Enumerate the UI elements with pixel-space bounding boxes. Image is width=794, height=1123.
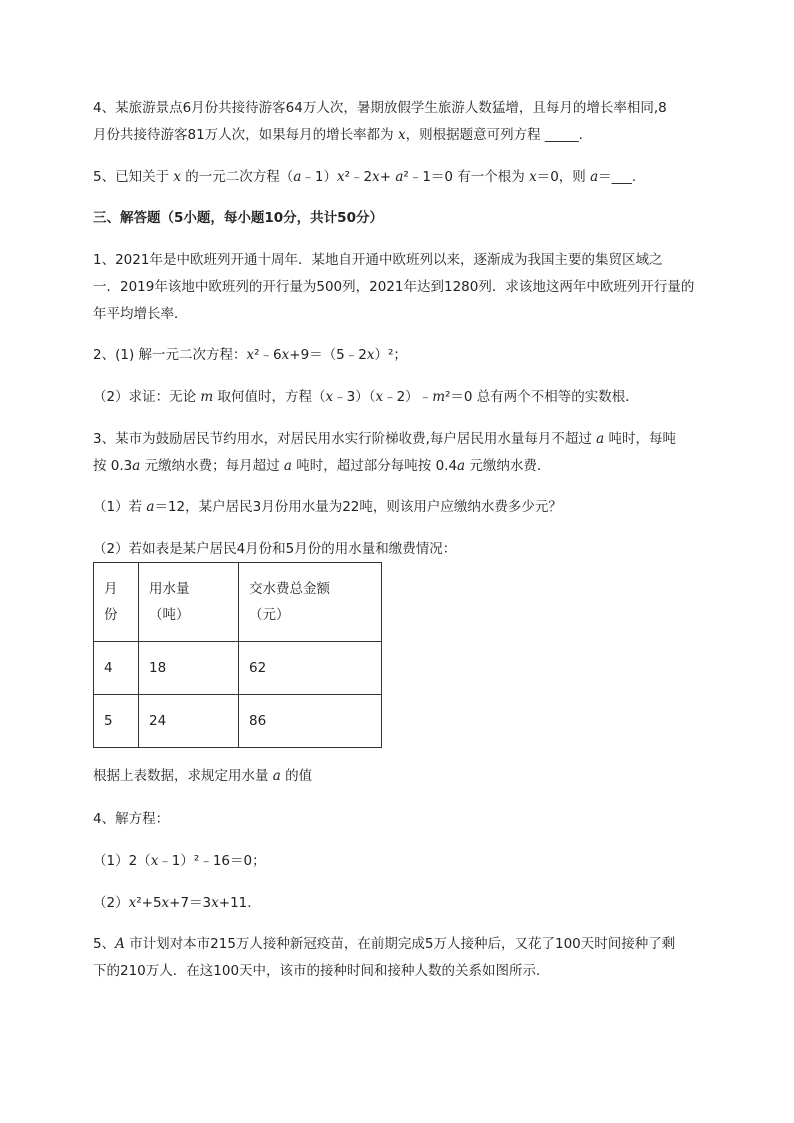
- solve-question-3-line-2: 按 0.3a 元缴纳水费；每月超过 a 吨时，超过部分每吨按 0.4a 元缴纳水费．: [93, 458, 551, 474]
- solve-question-3-line-1: 3、某市为鼓励居民节约用水，对居民用水实行阶梯收费,每户居民用水量每月不超过 a 吨时，每吨: [93, 431, 677, 447]
- header-usage: 用水量 （吨）: [139, 563, 239, 642]
- solve-question-4-eq-1: （1）2（x﹣1）²﹣16＝0；: [93, 853, 266, 869]
- solve-question-5-line-1: 5、A 市计划对本市215万人接种新冠疫苗，在前期完成5万人接种后，又花了100天时间接种了剩: [93, 936, 676, 952]
- cell-usage: 18: [139, 642, 239, 695]
- header-month: 月 份: [94, 563, 139, 642]
- solve-question-1-line-1: 1、2021年是中欧班列开通十周年．某地自开通中欧班列以来，逐渐成为我国主要的集贸区域之: [93, 252, 663, 268]
- solve-question-3-sub-1: （1）若 a＝12，某户居民3月份用水量为22吨，则该用户应缴纳水费多少元？: [93, 499, 562, 515]
- table-row: [94, 695, 382, 748]
- header-fee: 交水费总金额 （元）: [239, 563, 382, 642]
- cell-fee: 62: [239, 642, 382, 695]
- solve-question-1-line-2: 一．2019年该地中欧班列的开行量为500列，2021年达到1280列．求该地这两年中欧班列开行量的: [93, 279, 695, 295]
- solve-question-2-part-1: 2、(1) 解一元二次方程：x²﹣6x+9＝（5﹣2x）²；: [93, 347, 407, 363]
- cell-fee: 86: [239, 695, 382, 748]
- fill-question-4-line-2: 月份共接待游客81万人次，如果每月的增长率都为 x，则根据题意可列方程 _____.: [93, 127, 583, 143]
- water-fee-table: [93, 562, 382, 748]
- cell-month: 5: [94, 695, 139, 748]
- solve-question-5-line-2: 下的210万人．在这100天中，该市的接种时间和接种人数的关系如图所示．: [93, 963, 550, 979]
- cell-month: 4: [94, 642, 139, 695]
- fill-question-4-line-1: 4、某旅游景点6月份共接待游客64万人次，暑期放假学生旅游人数猛增，且每月的增长率相同,8: [93, 100, 667, 116]
- cell-usage: 24: [139, 695, 239, 748]
- solve-question-4-title: 4、解方程：: [93, 811, 170, 827]
- solve-question-2-part-2: （2）求证：无论 m 取何值时，方程（x﹣3）（x﹣2）﹣m²＝0 总有两个不相等的实数根．: [93, 389, 639, 405]
- solve-question-4-eq-2: （2）x²+5x+7＝3x+11．: [93, 895, 261, 911]
- table-header-row: [94, 563, 382, 642]
- solve-question-1-line-3: 年平均增长率．: [93, 306, 188, 322]
- solve-question-3-sub-2: （2）若如表是某户居民4月份和5月份的用水量和缴费情况：: [93, 541, 457, 557]
- table-row: [94, 642, 382, 695]
- fill-question-5: 5、已知关于 x 的一元二次方程（a﹣1）x²﹣2x+ a²﹣1＝0 有一个根为 x＝0，则 a＝___.: [93, 169, 637, 185]
- solve-question-3-after-table: 根据上表数据，求规定用水量 a 的值: [93, 768, 313, 784]
- section-heading: 三、解答题（5小题，每小题10分，共计50分）: [93, 210, 383, 226]
